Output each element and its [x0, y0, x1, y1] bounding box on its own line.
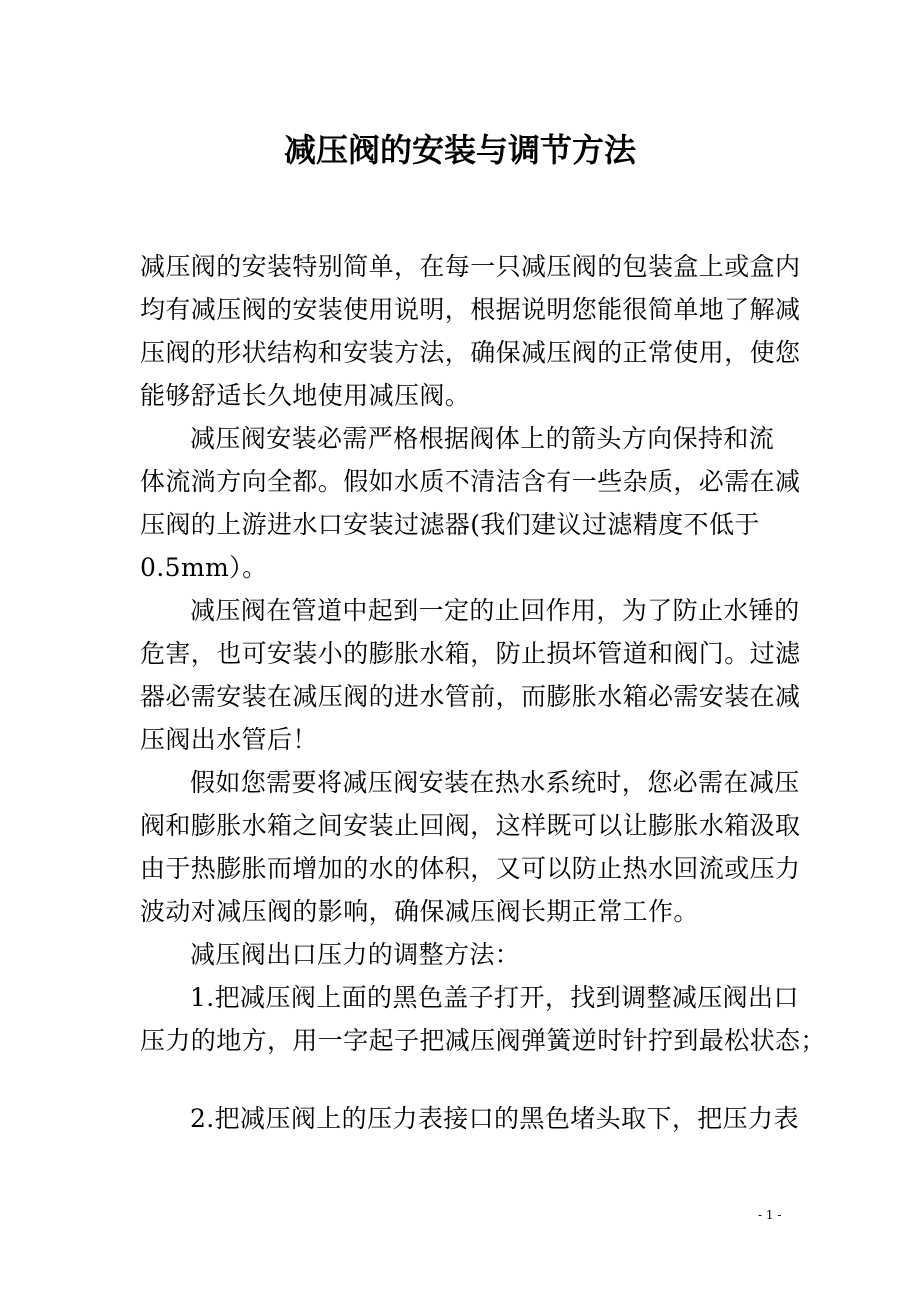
text-line: 压阀出水管后！: [140, 725, 318, 754]
paragraph: [140, 245, 801, 417]
text-line: 均有减压阀的安装使用说明，根据说明您能很简单地了解减: [140, 295, 801, 324]
text-line: 体流淌方向全都。假如水质不清洁含有一些杂质，必需在减: [140, 467, 801, 496]
text-line: 波动对减压阀的影响，确保减压阀长期正常工作。: [140, 897, 699, 926]
text-line: 1.把减压阀上面的黑色盖子打开，找到调整减压阀出口: [190, 983, 799, 1012]
text-line: 减压阀的安装特别简单，在每一只减压阀的包装盒上或盒内: [140, 252, 801, 281]
text-line: 2.把减压阀上的压力表接口的黑色堵头取下，把压力表: [190, 1104, 799, 1133]
text-line: 危害，也可安装小的膨胀水箱，防止损坏管道和阀门。过滤: [140, 639, 801, 668]
text-line: 压阀的上游进水口安装过滤器(我们建议过滤精度不低于: [140, 510, 760, 539]
paragraph: [140, 417, 801, 589]
text-line: 减压阀出口压力的调整方法：: [190, 940, 521, 969]
text-line: 由于热膨胀而增加的水的体积，又可以防止热水回流或压力: [140, 854, 801, 883]
text-line: 压力的地方，用一字起子把减压阀弹簧逆时针拧到最松状态；: [140, 1026, 826, 1055]
document-title: 减压阀的安装与调节方法: [283, 131, 636, 169]
text-line: 假如您需要将减压阀安装在热水系统时，您必需在减压: [190, 768, 800, 797]
text-line: 压阀的形状结构和安装方法，确保减压阀的正常使用，使您: [140, 338, 801, 367]
page-number: - 1 -: [758, 1208, 782, 1222]
text-line: 减压阀安装必需严格根据阀体上的箭头方向保持和流: [190, 424, 775, 453]
document-body: [140, 245, 826, 1140]
paragraph: [140, 589, 801, 761]
text-line: 0.5mm）。: [140, 553, 268, 582]
paragraph-gap: [140, 1062, 780, 1097]
paragraph: [140, 976, 826, 1062]
text-line: 减压阀在管道中起到一定的止回作用，为了防止水锤的: [190, 596, 800, 625]
text-line: 器必需安装在减压阀的进水管前，而膨胀水箱必需安装在减: [140, 682, 801, 711]
paragraph: [140, 1097, 799, 1140]
paragraph: [140, 761, 801, 933]
text-line: 阀和膨胀水箱之间安装止回阀，这样既可以让膨胀水箱汲取: [140, 811, 801, 840]
text-line: 能够舒适长久地使用减压阀。: [140, 381, 471, 410]
paragraph: [140, 933, 780, 976]
